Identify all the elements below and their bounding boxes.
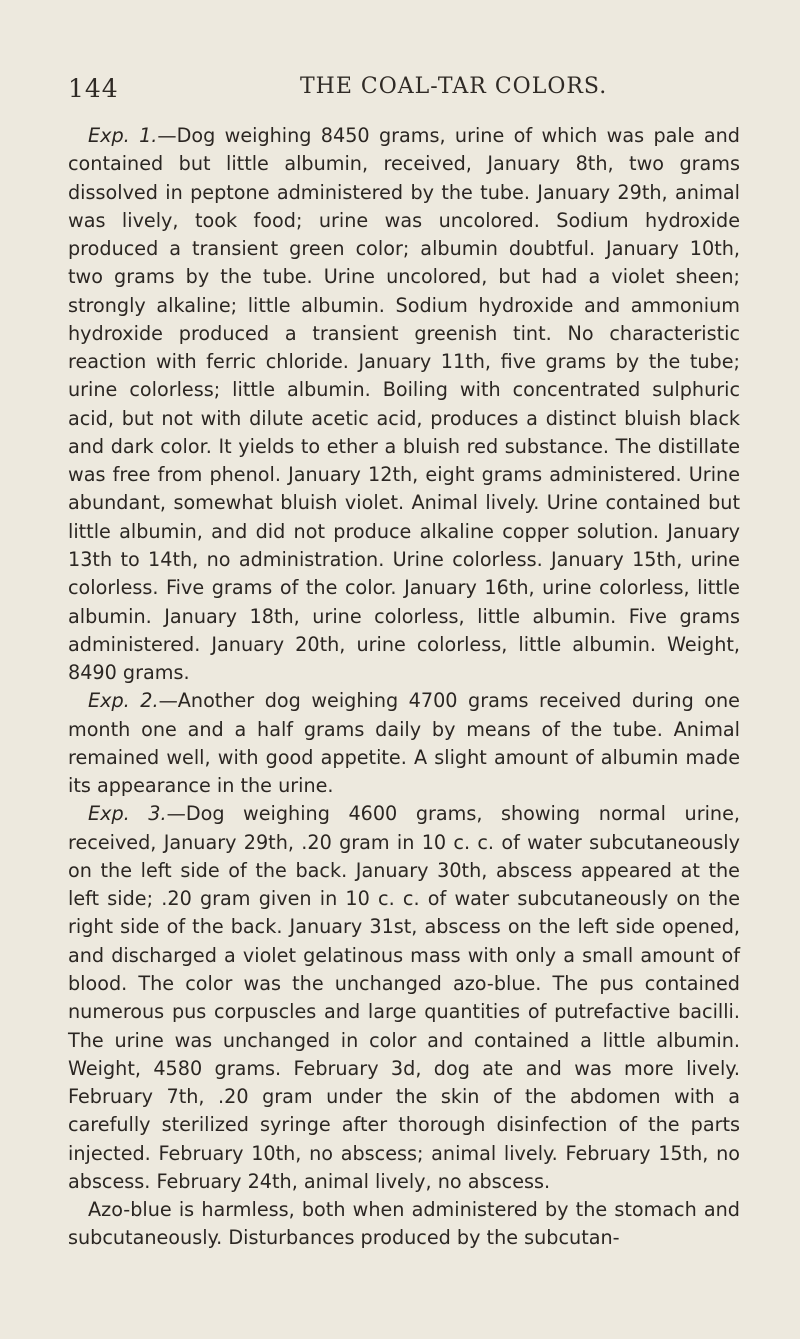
running-title: THE COAL-TAR COLORS.	[300, 74, 608, 99]
paragraph-exp-3	[68, 800, 740, 1196]
paragraph-text: —Dog weighing 4600 grams, showing normal urine, received, January 29th, .20 gram in 10 c. c. of water subcutaneously on the left side of the back. January 30th, abscess appeared at the left side; .20 gram given in 10 c. c. of water subcutaneously on the right side of the back. January 31st, abscess on the left side opened, and discharged a violet gelatinous mass with only a small amount of blood. The color was the unchanged azo-blue. The pus contained numerous pus corpuscles and large quantities of putrefactive bacilli. The urine was unchanged in color and contained a little albumin. Weight, 4580 grams. February 3d, dog ate and was more lively. February 7th, .20 gram under the skin of the abdomen with a carefully sterilized syringe after thorough disinfection of the parts injected. February 10th, no abscess; animal lively. February 15th, no abscess. February 24th, animal lively, no abscess.	[68, 802, 741, 1193]
body-text	[68, 122, 740, 1253]
paragraph-conclusion	[68, 1196, 740, 1253]
paragraph-exp-2	[68, 687, 740, 800]
page-number: 144	[68, 74, 119, 103]
paragraph-text: —Another dog weighing 4700 grams received during one month one and a half grams daily by means of the tube. Animal remained well, with good appetite. A slight amount of albumin made its appearance in the urine.	[68, 689, 740, 798]
paragraph-text: —Dog weighing 8450 grams, urine of which was pale and contained but little albumin, received, January 8th, two grams dissolved in peptone administered by the tube. January 29th, animal was lively, took food; urine was uncolored. Sodium hydroxide produced a transient green color; albumin doubtful. January 10th, two grams by the tube. Urine uncolored, but had a violet sheen; strongly alkaline; little albumin. Sodium hydroxide and ammonium hydroxide produced a transient greenish tint. No characteristic reaction with ferric chloride. January 11th, five grams by the tube; urine colorless; little albumin. Boiling with concentrated sulphuric acid, but not with dilute acetic acid, produces a distinct bluish black and dark color. It yields to ether a bluish red substance. The distillate was free from phenol. January 12th, eight grams administered. Urine abundant, somewhat bluish violet. Animal lively. Urine contained but little albumin, and did not produce alkaline copper solution. January 13th to 14th, no administration. Urine colorless. January 15th, urine colorless. Five grams of the color. January 16th, urine colorless, little albumin. January 18th, urine colorless, little albumin. Five grams administered. January 20th, urine colorless, little albumin. Weight, 8490 grams.	[68, 124, 740, 685]
paragraph-text: Azo-blue is harmless, both when administered by the stomach and subcutaneously. Disturbances produced by the subcutan-	[68, 1198, 740, 1250]
experiment-label: Exp. 2.	[88, 689, 159, 713]
experiment-label: Exp. 1.	[88, 124, 158, 147]
paragraph-exp-1	[68, 122, 740, 687]
experiment-label: Exp. 3.	[88, 802, 167, 826]
